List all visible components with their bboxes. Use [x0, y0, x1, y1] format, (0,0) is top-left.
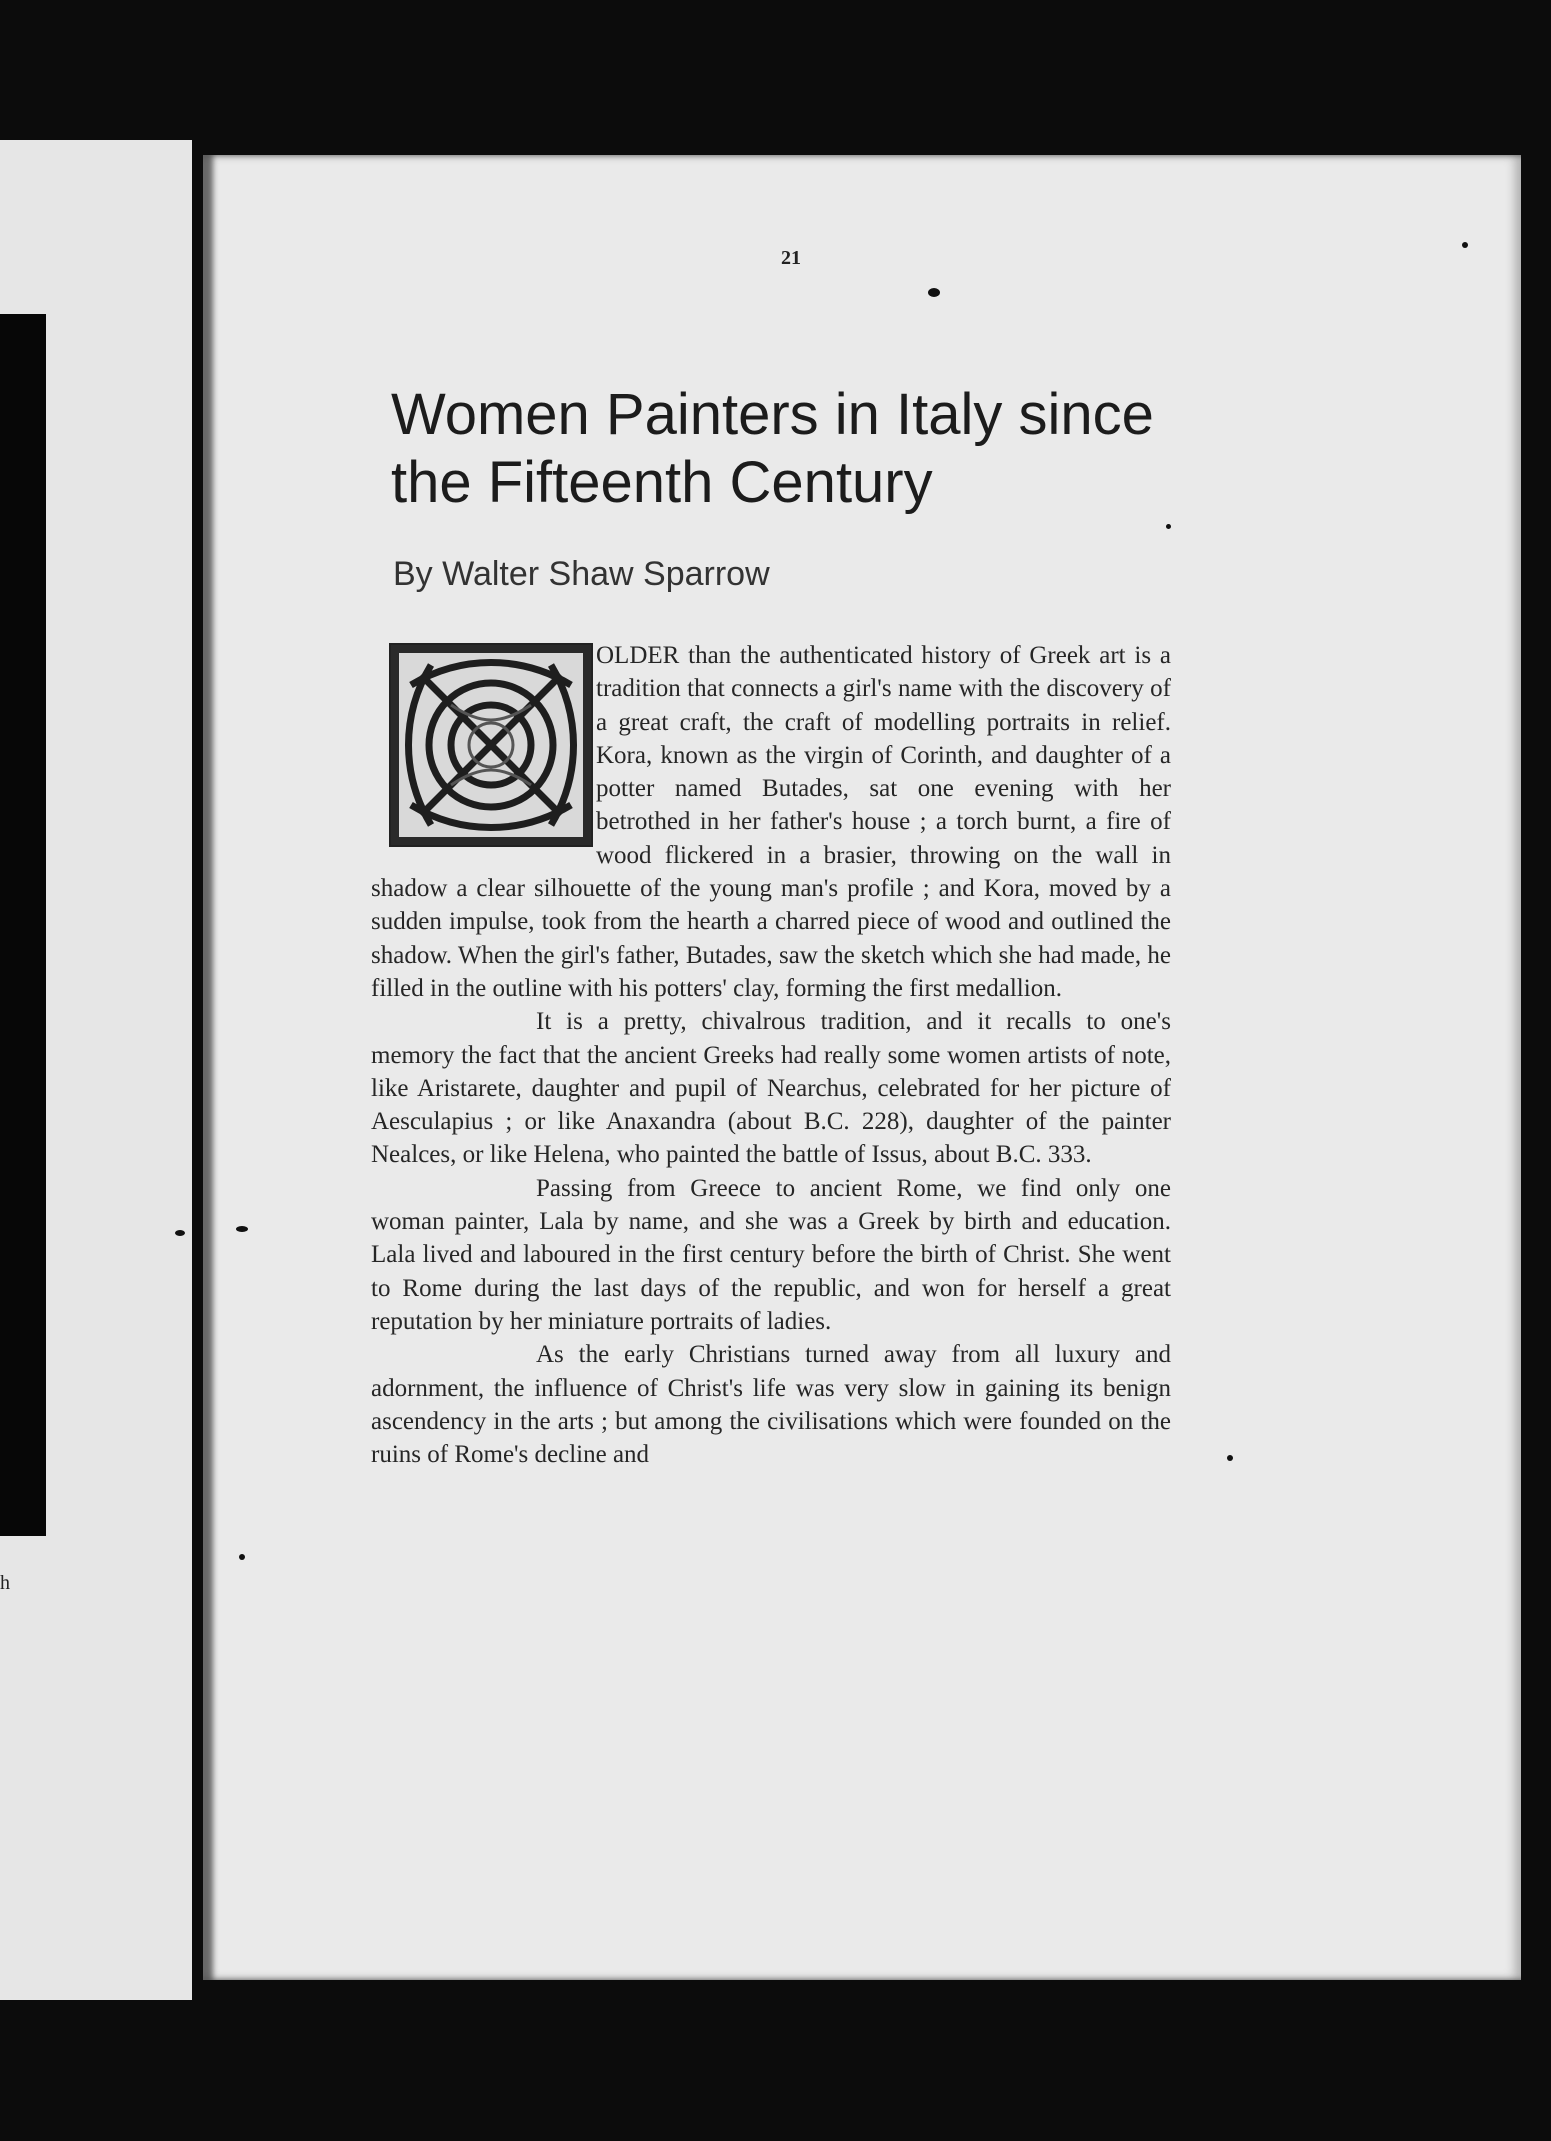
article-title: Women Painters in Italy since the Fifteenth Century: [391, 382, 1154, 515]
book-page: [203, 155, 1521, 1980]
article-body: [371, 639, 1171, 1471]
ink-speck: [1462, 242, 1468, 248]
ink-speck: [236, 1226, 248, 1232]
article-paragraph: OLDER than the authenticated history of Greek art is a tradition that connects a girl's name with the discovery of a great craft, the craft of modelling portraits in relief. Kora, known as the virgin of Corinth, and daughter of a potter named Butades, sat one evening with her betrothed in her father's house ; a torch burnt, a fire of wood flickered in a brasier, throwing on the wall in shadow a clear silhouette of the young man's profile ; and Kora, moved by a sudden impulse, took from the hearth a charred piece of wood and outlined the shadow. When the girl's father, Butades, saw the sketch which she had made, he filled in the outline with his potters' clay, forming the first medallion.: [371, 642, 1171, 1002]
ink-speck: [239, 1554, 245, 1560]
article-paragraph: It is a pretty, chivalrous tradition, and it recalls to one's memory the fact that the ancient Greeks had really some women artists of note, like Aristarete, daughter and pupil of Nearchus, celebrated for her picture of Aesculapius ; or like Anaxandra (about B.C. 228), daughter of the painter Nealces, or like Helena, who painted the battle of Issus, about B.C. 333.: [371, 1008, 1171, 1169]
ink-speck: [175, 1230, 185, 1236]
page-number: 21: [781, 247, 801, 269]
ink-speck: [1227, 1455, 1233, 1461]
ink-speck: [1166, 524, 1171, 529]
article-paragraph: As the early Christians turned away from all luxury and adornment, the influence of Christ's life was very slow in gaining its benign ascendency in the arts ; but among the civilisations which were founded on the ruins of Rome's decline and: [371, 1341, 1171, 1469]
article-paragraph: Passing from Greece to ancient Rome, we find only one woman painter, Lala by name, and she was a Greek by birth and education. Lala lived and laboured in the first century before the birth of Christ. She went to Rome during the last days of the republic, and won for herself a great reputation by her miniature portraits of ladies.: [371, 1174, 1171, 1335]
article-byline: By Walter Shaw Sparrow: [393, 555, 770, 593]
facing-page-plate: [0, 314, 46, 1536]
facing-page-text-fragment: h: [0, 1572, 10, 1594]
ink-speck: [928, 288, 940, 297]
